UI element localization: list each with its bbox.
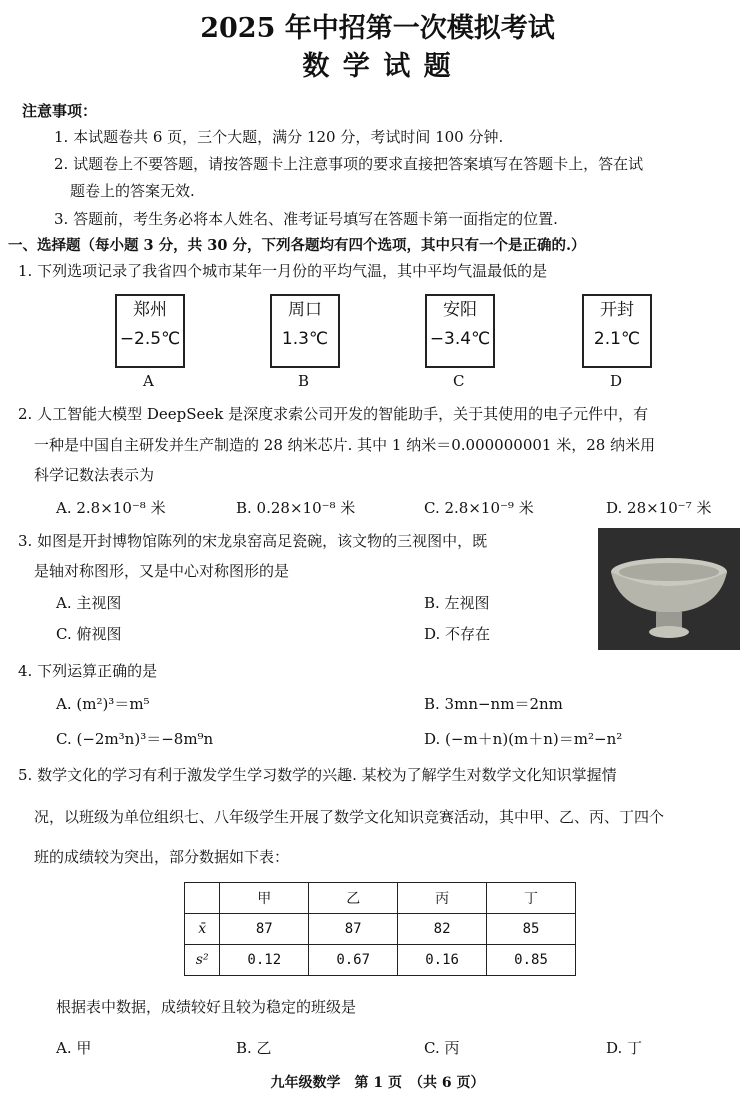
city-name: 郑州 bbox=[133, 300, 167, 320]
q3-option-a: A. 主视图 bbox=[56, 594, 122, 612]
city-temp: 2.1℃ bbox=[593, 329, 641, 349]
q5-line: 5. 数学文化的学习有利于激发学生学习数学的兴趣. 某校为了解学生对数学文化知识掌握情 bbox=[18, 766, 617, 784]
q5-line: 况，以班级为单位组织七、八年级学生开展了数学文化知识竞赛活动，其中甲、乙、丙、丁四个 bbox=[34, 808, 665, 826]
q2-line: 一种是中国自主研发并生产制造的 28 纳米芯片. 其中 1 纳米＝0.000000001 米，28 纳米用 bbox=[34, 436, 656, 454]
table-cell: 87 bbox=[220, 914, 309, 945]
q2-option-c: C. 2.8×10⁻⁹ 米 bbox=[424, 499, 534, 517]
table-cell bbox=[185, 883, 220, 914]
q2-option-a: A. 2.8×10⁻⁸ 米 bbox=[56, 499, 166, 517]
table-cell: s² bbox=[185, 945, 220, 976]
city-name: 安阳 bbox=[443, 300, 477, 320]
q2-line: 2. 人工智能大模型 DeepSeek 是深度求索公司开发的智能助手，关于其使用的电子元件中，有 bbox=[18, 405, 649, 423]
table-header: 甲 bbox=[220, 883, 309, 914]
notice-item: 3. 答题前，考生务必将本人姓名、准考证号填写在答题卡第一面指定的位置. bbox=[54, 210, 558, 228]
city-name: 周口 bbox=[288, 300, 322, 320]
q5-line: 班的成绩较为突出，部分数据如下表： bbox=[34, 848, 290, 866]
table-cell: 0.85 bbox=[487, 945, 576, 976]
option-label: A bbox=[143, 372, 154, 390]
q5-option-b: B. 乙 bbox=[236, 1039, 272, 1057]
table-cell: 82 bbox=[398, 914, 487, 945]
table-row bbox=[185, 945, 576, 976]
table-row bbox=[185, 914, 576, 945]
q4-option-b: B. 3mn−nm＝2nm bbox=[424, 695, 563, 713]
notice-item: 1. 本试题卷共 6 页，三个大题，满分 120 分，考试时间 100 分钟. bbox=[54, 128, 504, 146]
q4-option-d: D. (−m＋n)(m＋n)＝m²−n² bbox=[424, 730, 623, 748]
score-table bbox=[184, 882, 576, 976]
city-temp: 1.3℃ bbox=[281, 329, 329, 349]
table-cell: 0.16 bbox=[398, 945, 487, 976]
q1-stem: 1. 下列选项记录了我省四个城市某年一月份的平均气温，其中平均气温最低的是 bbox=[18, 262, 548, 280]
table-header: 丙 bbox=[398, 883, 487, 914]
notice-item: 2. 试题卷上不要答题，请按答题卡上注意事项的要求直接把答案填写在答题卡上，答在试 bbox=[54, 155, 644, 173]
exam-subtitle: 数 学 试 题 bbox=[302, 51, 453, 82]
option-label: D bbox=[610, 372, 623, 390]
option-label: C bbox=[453, 372, 465, 390]
q3-line: 是轴对称图形，又是中心对称图形的是 bbox=[34, 562, 290, 580]
q4-option-a: A. (m²)³＝m⁵ bbox=[56, 695, 150, 713]
city-temp: −3.4℃ bbox=[429, 329, 491, 349]
city-box-b bbox=[270, 294, 340, 368]
notice-item: 题卷上的答案无效. bbox=[70, 182, 195, 200]
city-name: 开封 bbox=[600, 300, 634, 320]
city-box-d bbox=[582, 294, 652, 368]
bowl-icon bbox=[598, 528, 740, 650]
table-header: 乙 bbox=[309, 883, 398, 914]
page-footer: 九年级数学 第 1 页 （共 6 页） bbox=[270, 1075, 485, 1091]
city-box-c bbox=[425, 294, 495, 368]
notice-heading: 注意事项： bbox=[22, 102, 98, 120]
table-header: 丁 bbox=[487, 883, 576, 914]
q5-question: 根据表中数据，成绩较好且较为稳定的班级是 bbox=[56, 998, 357, 1016]
porcelain-bowl-photo bbox=[598, 528, 740, 650]
table-cell: x̄ bbox=[185, 914, 220, 945]
section-heading: 一、选择题（每小题 3 分，共 30 分，下列各题均有四个选项，其中只有一个是正确的.） bbox=[8, 237, 586, 254]
q4-option-c: C. (−2m³n)³＝−8m⁹n bbox=[56, 730, 214, 748]
q3-option-b: B. 左视图 bbox=[424, 594, 490, 612]
q4-stem: 4. 下列运算正确的是 bbox=[18, 662, 158, 680]
q2-line: 科学记数法表示为 bbox=[34, 466, 155, 484]
table-cell: 85 bbox=[487, 914, 576, 945]
table-cell: 0.12 bbox=[220, 945, 309, 976]
city-box-a bbox=[115, 294, 185, 368]
q2-option-d: D. 28×10⁻⁷ 米 bbox=[606, 499, 712, 517]
option-label: B bbox=[298, 372, 310, 390]
q5-option-c: C. 丙 bbox=[424, 1039, 460, 1057]
q3-option-d: D. 不存在 bbox=[424, 625, 491, 643]
table-header-row bbox=[185, 883, 576, 914]
table-cell: 87 bbox=[309, 914, 398, 945]
q3-line: 3. 如图是开封博物馆陈列的宋龙泉窑高足瓷碗，该文物的三视图中，既 bbox=[18, 532, 488, 550]
table-cell: 0.67 bbox=[309, 945, 398, 976]
exam-title: 2025 年中招第一次模拟考试 bbox=[200, 13, 555, 44]
city-temp: −2.5℃ bbox=[119, 329, 181, 349]
q5-option-a: A. 甲 bbox=[56, 1039, 92, 1057]
q3-option-c: C. 俯视图 bbox=[56, 625, 122, 643]
q2-option-b: B. 0.28×10⁻⁸ 米 bbox=[236, 499, 356, 517]
q5-option-d: D. 丁 bbox=[606, 1039, 643, 1057]
